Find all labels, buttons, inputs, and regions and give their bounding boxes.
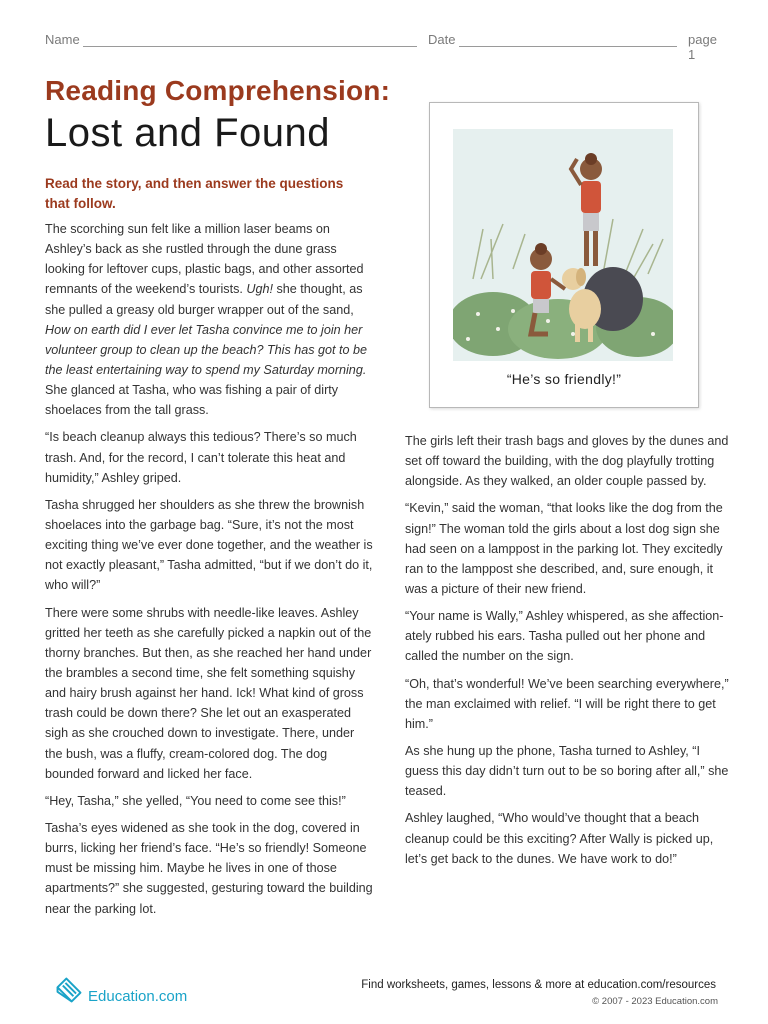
page-title: Lost and Found: [45, 110, 330, 155]
story-paragraph: [45, 495, 375, 596]
footer-copyright: © 2007 - 2023 Education.com: [592, 996, 718, 1007]
story-illustration: [453, 129, 673, 361]
illustration-figure: [429, 102, 699, 408]
illustration-svg: [453, 129, 673, 361]
story-text: There were some shrubs with needle-like leaves. Ashley gritted her teeth as she carefully picked a napkin out of the thorny branches. But then, as she reached her hand under the brambles a second time, she felt something squishy and hairy brush against her hand. Ick! What kind of gross trash could be down there? She let out an exasperated sigh as she crouched down to investigate. There, under the bush, was a fluffy, cream-colored dog. The dog bounded forward and licked her face.: [45, 605, 372, 781]
story-paragraph: [45, 219, 375, 420]
date-line: [459, 46, 677, 47]
story-text: She glanced at Tasha, who was fishing a pair of dirty shoelaces from the tall grass.: [45, 383, 339, 418]
story-paragraph: [45, 818, 375, 919]
story-paragraph: [45, 791, 375, 811]
story-paragraph: [405, 606, 735, 666]
story-text: The scorching sun felt like a million laser beams on Ashley’s back as she rustled through the dune grass looking for leftover cups, plastic bags, and other assorted remnants of the weekend’s tourists.: [45, 222, 364, 297]
story-text: The girls left their trash bags and gloves by the dunes and set off toward the building, with the dog playfully trotting alongside. As they walked, an older couple passed by.: [405, 434, 729, 489]
story-text: “Kevin,” said the woman, “that looks like the dog from the sign!” The woman told the girls about a lost dog sign she had seen on a lamppost in the parking lot. They excitedly ran to the lamppost she described, and, sure enough, it was a picture of their new friend.: [405, 501, 723, 596]
story-text: Tasha shrugged her shoulders as she threw the brownish shoelaces into the garbage bag. “Sure, it’s not the most exciting thing we’ve ever done together, and the weather is not exactly pleasant,” Tasha admitted, “but if we don’t do it, who will?”: [45, 497, 373, 593]
story-column-right: [405, 431, 735, 876]
story-text: “Your name is Wally,” Ashley whispered, as she affection-ately rubbed his ears. Tasha pulled out her phone and called the number on the sign.: [405, 609, 724, 664]
worksheet-header: [45, 32, 725, 62]
story-paragraph: [405, 498, 735, 599]
story-paragraph: [405, 808, 735, 868]
footer-resources-link[interactable]: Find worksheets, games, lessons & more at education.com/resources: [361, 979, 716, 991]
story-text: Ashley laughed, “Who would’ve thought that a beach cleanup could be this exciting? After Wally is picked up, let’s get back to the dunes. We have work to do!”: [405, 811, 714, 866]
footer-logo-text: Education.com: [88, 988, 188, 1005]
page-number: page 1: [688, 32, 717, 62]
story-text: Tasha’s eyes widened as she took in the dog, covered in burrs, licking her friend’s face. “He’s so friendly! Someone must be missing him. Maybe he lives in one of those apartments?” she suggested, gesturing toward the building near the parking lot.: [45, 820, 373, 916]
date-label: Date: [428, 32, 456, 47]
story-paragraph: [405, 431, 735, 491]
story-column-left: [45, 219, 375, 926]
story-text: As she hung up the phone, Tasha turned to Ashley, “I guess this day didn’t turn out to be so boring after all,” she teased.: [405, 743, 729, 799]
story-text-italic: How on earth did I ever let Tasha convince me to join her volunteer group to clean up the beach? This has got to be the least entertaining way to spend my Saturday morning.: [45, 322, 368, 377]
instructions: Read the story, and then answer the questions that follow.: [45, 176, 344, 211]
story-text: she thought, as she pulled a greasy old burger wrapper out of the sand,: [45, 282, 363, 317]
page-subtitle: Reading Comprehension:: [45, 75, 391, 106]
story-text: “Oh, that’s wonderful! We’ve been searching everywhere,” the man exclaimed with relief. “I will be right there to get him.”: [405, 676, 729, 731]
story-paragraph: [405, 674, 735, 734]
title-section: [45, 74, 415, 156]
story-text: “Hey, Tasha,” she yelled, “You need to come see this!”: [45, 793, 346, 808]
figure-caption: “He’s so friendly!”: [506, 371, 622, 387]
story-paragraph: [45, 427, 375, 487]
story-text-italic: Ugh!: [246, 282, 273, 297]
story-paragraph: [405, 741, 735, 801]
name-label: Name: [45, 32, 80, 47]
story-paragraph: [45, 603, 375, 784]
education-logo-icon: [52, 975, 86, 1005]
story-text: “Is beach cleanup always this tedious? There’s so much trash. And, for the record, I can’t tolerate this heat and humidity,” Ashley griped.: [45, 430, 357, 485]
name-line: [83, 46, 417, 47]
